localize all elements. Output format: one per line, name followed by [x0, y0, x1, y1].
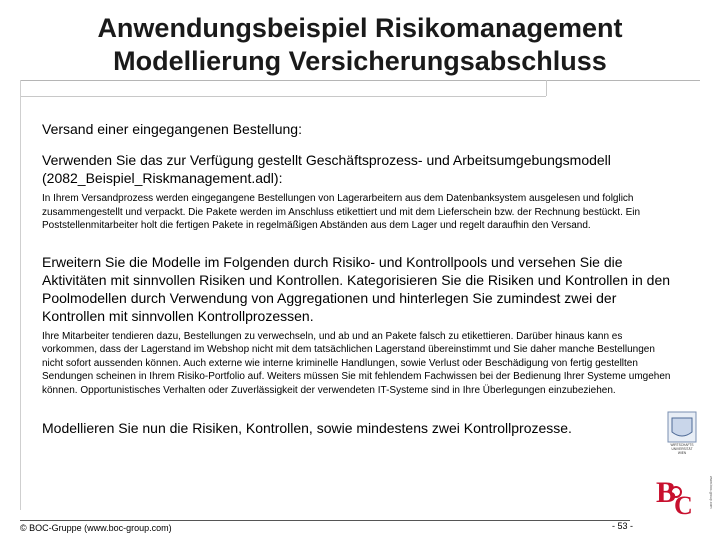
- instruction-paragraph-2: Erweitern Sie die Modelle im Folgenden durch Risiko- und Kontrollpools und versehen Sie die Aktivitäten mit sinnvollen Risiken und Kontrollen. Kategorisieren Sie die Risiken und Kontrollen in den Poolmodellen durch Verwendung von Aggregationen und hinterlegen Sie zumindest zwei der Kontrollen mit sinnvollen Kontrollprozessen.: [42, 253, 671, 324]
- slide-content: [42, 120, 672, 437]
- content-top-divider: [20, 96, 546, 97]
- boc-wordmark-icon: [656, 476, 693, 520]
- page-number: - 53 -: [612, 521, 634, 531]
- footer-divider: [20, 520, 630, 521]
- svg-text:B: B: [656, 476, 677, 509]
- crest-line-3: WIEN: [677, 451, 687, 455]
- description-paragraph-1: In Ihrem Versandprozess werden eingegangene Bestellungen von Lagerarbeitern aus dem Datenbanksystem ausgelesen und folglich zusammengestellt und verpackt. Die Pakete werden im Anschluss etikettiert und mit dem Lieferschein bzw. der Rechnung bestückt. Ein Poststellenmitarbeiter holt die fertigen Pakete in regelmäßigen Abständen aus dem Lager und regelt daraufhin den Versand.: [42, 193, 641, 231]
- logo-caption: www.boc-group.com: [709, 476, 713, 509]
- header-divider: [20, 80, 700, 81]
- crest-line-2: UNIVERSITÄT: [671, 447, 693, 451]
- content-left-border: [20, 80, 21, 510]
- boc-logo: [650, 410, 714, 538]
- content-right-border: [546, 80, 547, 96]
- svg-text:C: C: [674, 491, 693, 520]
- slide-title: [0, 12, 720, 78]
- instruction-paragraph-3: Modellieren Sie nun die Risiken, Kontrollen, sowie mindestens zwei Kontrollprozesse.: [42, 420, 572, 436]
- footer-copyright: © BOC-Gruppe (www.boc-group.com): [20, 523, 172, 533]
- crest-line-1: WIRTSCHAFTS: [670, 443, 694, 447]
- instruction-paragraph-1: Verwenden Sie das zur Verfügung gestellt Geschäftsprozess- und Arbeitsumgebungsmodell (2082_Beispiel_Riskmanagement.adl):: [42, 152, 611, 186]
- title-line-2: Modellierung Versicherungsabschluss: [113, 46, 607, 76]
- title-line-1: Anwendungsbeispiel Risikomanagement: [97, 13, 623, 43]
- description-paragraph-2: Ihre Mitarbeiter tendieren dazu, Bestellungen zu verwechseln, und ab und an Pakete falsch zu etikettieren. Darüber hinaus kann es vorkommen, dass der Lagerstand im Webshop nicht mit dem tatsächlichen Lagerstand übereinstimmt und Sie daher manche Bestellungen nicht sofort aussenden können. Auch externe wie interne kriminelle Handlungen, sowie Verlust oder Beschädigung von fertig gestellten Sendungen scheinen in Ihrem Risiko-Portfolio auf. Weiters müssen Sie mit fehlendem Fachwissen bei der Bedienung Ihrer Systeme umgehen können. Opportunistisches Verhalten oder Zuverlässigkeit der verwendeten IT-Systeme sind in Ihre Überlegungen einzubeziehen.: [42, 330, 671, 396]
- task-heading: Versand einer eingegangenen Bestellung:: [42, 121, 302, 137]
- university-crest-icon: [668, 412, 696, 455]
